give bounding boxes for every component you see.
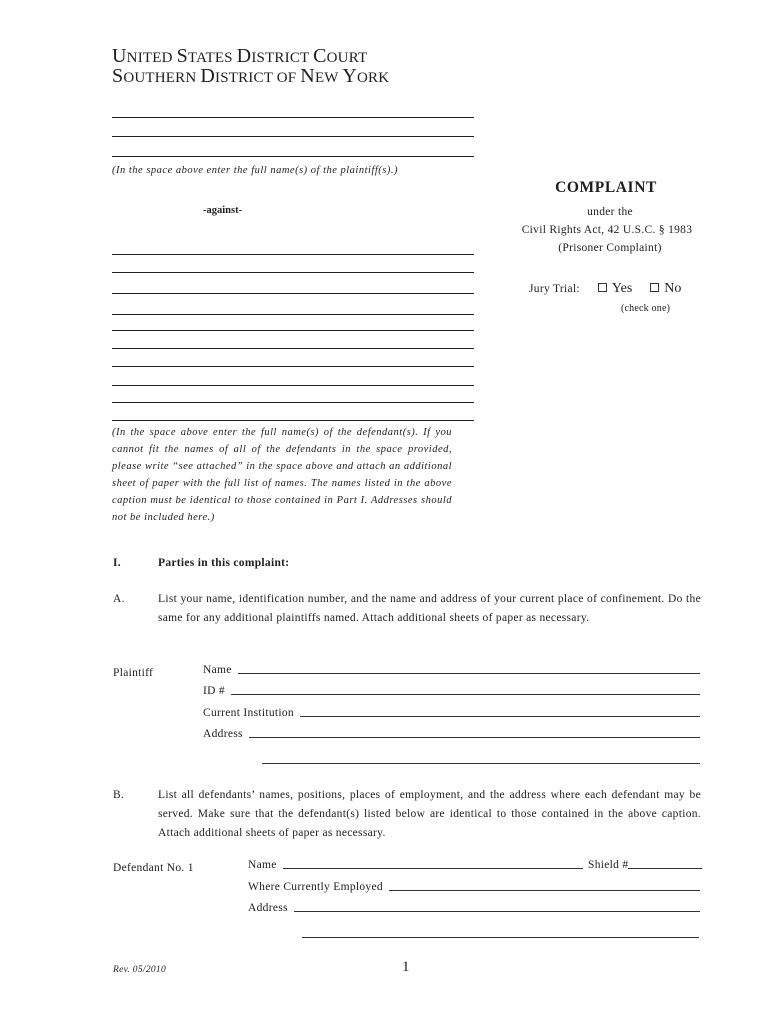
- complaint-prisoner: (Prisoner Complaint): [558, 242, 662, 254]
- plaintiff-note: (In the space above enter the full name(s) of the plaintiff(s).): [112, 165, 398, 176]
- complaint-statute: Civil Rights Act, 42 U.S.C. § 1983: [521, 224, 693, 236]
- defendant-address-line2[interactable]: [302, 937, 699, 938]
- plaintiff-address-line2[interactable]: [262, 763, 700, 764]
- section-heading: Parties in this complaint:: [158, 557, 290, 569]
- defendant-name-line[interactable]: [112, 254, 474, 255]
- defendant-name-line[interactable]: [112, 348, 474, 349]
- sc-word: NEW: [300, 65, 343, 87]
- plaintiff-name-line[interactable]: [112, 136, 474, 137]
- id-input[interactable]: [231, 694, 700, 695]
- jury-trial-row: [529, 279, 681, 297]
- section-number: I.: [113, 557, 121, 569]
- employer-input[interactable]: [389, 890, 700, 891]
- complaint-title: COMPLAINT: [555, 179, 657, 196]
- field-label: Address: [248, 902, 288, 914]
- check-one-hint: (check one): [621, 303, 671, 314]
- address-input[interactable]: [249, 737, 700, 738]
- checkbox-icon[interactable]: [598, 283, 607, 292]
- item-b-marker: B.: [113, 789, 125, 801]
- plaintiff-name-line[interactable]: [112, 156, 474, 157]
- plaintiff-label: Plaintiff: [113, 667, 154, 679]
- page-number: 1: [402, 959, 410, 975]
- defendant-name-field[interactable]: [248, 859, 583, 871]
- sc-word: DISTRICT OF: [200, 65, 301, 87]
- defendant-note: (In the space above enter the full name(s) of the defendant(s). If you cannot fit the names of all of the defendants in the space provided, please write “see attached” in the space above and attach an additional sheet of paper with the full list of names. The names listed in the above caption must be identical to those contained in Part I. Addresses should not be included here.): [112, 427, 452, 523]
- checkbox-icon[interactable]: [650, 283, 659, 292]
- complaint-under-the: under the: [587, 206, 633, 218]
- jury-no-option[interactable]: No: [650, 279, 681, 296]
- sc-word: STATES: [176, 45, 237, 67]
- defendant-name-line[interactable]: [112, 272, 474, 273]
- court-name-line2: [112, 66, 389, 88]
- defendant-name-input[interactable]: [283, 868, 583, 869]
- defendant-name-line[interactable]: [112, 385, 474, 386]
- field-label: Name: [248, 859, 277, 871]
- item-a-marker: A.: [113, 593, 125, 605]
- institution-input[interactable]: [300, 716, 700, 717]
- field-label: Name: [203, 664, 232, 676]
- jury-trial-label: Jury Trial:: [529, 283, 580, 295]
- jury-yes-option[interactable]: Yes: [598, 279, 632, 296]
- item-b-text: List all defendants’ names, positions, places of employment, and the address where each defendant may be served. Make sure that the defendant(s) listed below are identical to those contained in the above caption. Attach additional sheets of paper as necessary.: [158, 789, 701, 839]
- defendant-name-line[interactable]: [112, 402, 474, 403]
- sc-word: DISTRICT: [236, 45, 314, 67]
- defendant-name-line[interactable]: [112, 366, 474, 367]
- defendant-name-line[interactable]: [112, 420, 474, 421]
- defendant-address-input[interactable]: [294, 911, 700, 912]
- field-label: Address: [203, 728, 243, 740]
- field-label: Current Institution: [203, 707, 294, 719]
- item-a-text: List your name, identification number, and the name and address of your current place of confinement. Do the same for any additional plaintiffs named. Attach additional sheets of paper as necessary.: [158, 593, 701, 624]
- field-label: Shield #: [588, 859, 629, 871]
- defendant-name-line[interactable]: [112, 314, 474, 315]
- field-label: ID #: [203, 685, 225, 697]
- sc-word: UNITED: [112, 45, 177, 67]
- plaintiff-name-field[interactable]: [203, 664, 700, 676]
- field-label: Where Currently Employed: [248, 881, 383, 893]
- revision-label: Rev. 05/2010: [113, 965, 167, 975]
- sc-word: YORK: [342, 65, 390, 87]
- shield-input[interactable]: [628, 868, 702, 869]
- defendant-employer-field[interactable]: [248, 881, 700, 893]
- plaintiff-id-field[interactable]: [203, 685, 700, 697]
- defendant-name-line[interactable]: [112, 330, 474, 331]
- plaintiff-address-field[interactable]: [203, 728, 700, 740]
- defendant-label: Defendant No. 1: [113, 862, 194, 874]
- defendant-address-field[interactable]: [248, 902, 700, 914]
- defendant-name-line[interactable]: [112, 293, 474, 294]
- name-input[interactable]: [238, 673, 700, 674]
- sc-word: COURT: [313, 45, 368, 67]
- defendant-shield-field[interactable]: [588, 859, 702, 871]
- sc-word: SOUTHERN: [112, 65, 201, 87]
- plaintiff-name-line[interactable]: [112, 117, 474, 118]
- against-label: -against-: [203, 205, 243, 216]
- plaintiff-institution-field[interactable]: [203, 707, 700, 719]
